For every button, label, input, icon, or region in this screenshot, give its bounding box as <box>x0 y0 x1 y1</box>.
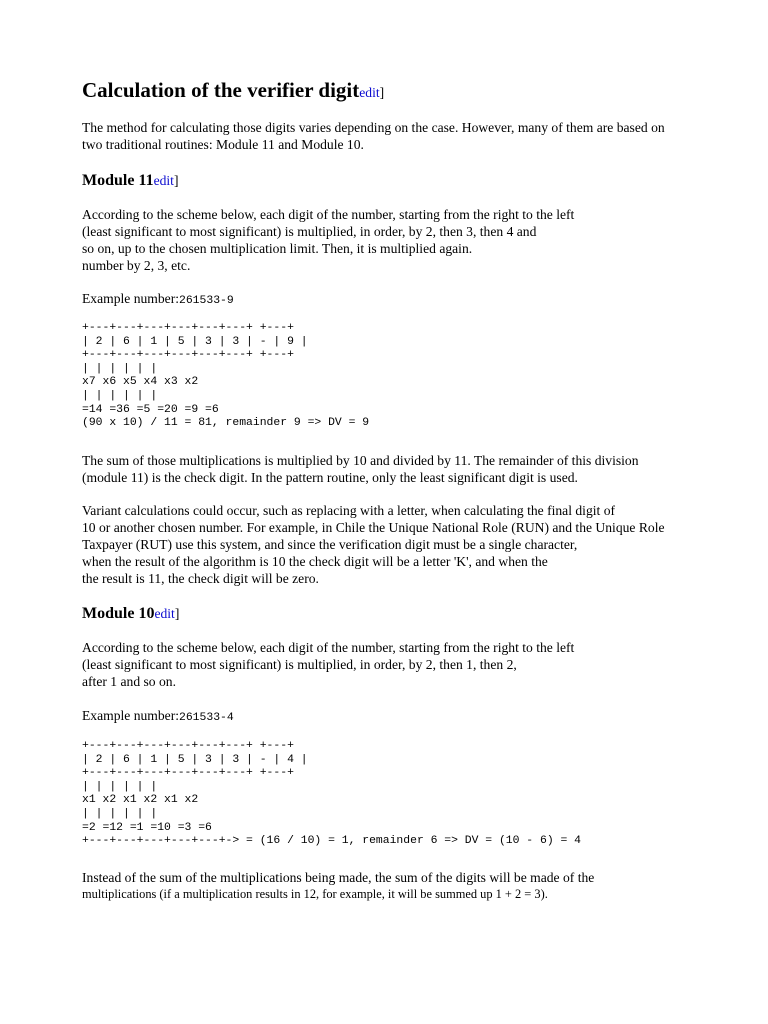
text-line: The method for calculating those digits varies depending on the case. However, many of them are based on <box>82 120 665 135</box>
module-10-example <box>82 707 234 727</box>
text-line: Variant calculations could occur, such as replacing with a letter, when calculating the final digit of <box>82 503 616 518</box>
intro-paragraph <box>82 119 665 153</box>
module-11-example <box>82 290 234 310</box>
section-heading-module-11 <box>82 172 178 190</box>
text-line: 10 or another chosen number. For example, in Chile the Unique National Role (RUN) and the Unique Role <box>82 520 665 535</box>
module-11-description <box>82 206 574 274</box>
example-label: Example number: <box>82 708 180 723</box>
scheme-line: +---+---+---+---+---+---+ +---+ <box>82 740 294 752</box>
module-10-scheme <box>82 740 581 849</box>
scheme-line: x7 x6 x5 x4 x3 x2 <box>82 376 199 389</box>
text-line: (module 11) is the check digit. In the pattern routine, only the least significant digit is used. <box>82 470 578 485</box>
scheme-line: | | | | | | <box>82 362 158 375</box>
module-11-explanation <box>82 452 639 486</box>
edit-bracket: ] <box>173 173 179 188</box>
text-line: Taxpayer (RUT) use this system, and since the verification digit must be a single character, <box>82 537 578 552</box>
text-line: (least significant to most significant) is multiplied, in order, by 2, then 1, then 2, <box>82 657 517 672</box>
edit-bracket: ] <box>174 606 180 621</box>
section-heading-module-10 <box>82 605 179 623</box>
text-line: the result is 11, the check digit will be zero. <box>82 571 319 586</box>
text-line: so on, up to the chosen multiplication limit. Then, it is multiplied again. <box>82 241 473 256</box>
scheme-line: =14 =36 =5 =20 =9 =6 <box>82 403 219 416</box>
text-line: when the result of the algorithm is 10 the check digit will be a letter 'K', and when the <box>82 554 548 569</box>
scheme-line: +---+---+---+---+---+---+ +---+ <box>82 322 294 334</box>
text-line: Instead of the sum of the multiplications being made, the sum of the digits will be made of the <box>82 870 595 885</box>
module-11-scheme <box>82 322 369 431</box>
text-line: (least significant to most significant) is multiplied, in order, by 2, then 3, then 4 and <box>82 224 537 239</box>
example-value: 261533-9 <box>179 295 234 307</box>
scheme-line: | 2 | 6 | 1 | 5 | 3 | 3 | - | 4 | <box>82 753 308 766</box>
scheme-line: x1 x2 x1 x2 x1 x2 <box>82 794 199 807</box>
page-title <box>82 78 384 103</box>
scheme-line: | 2 | 6 | 1 | 5 | 3 | 3 | - | 9 | <box>82 335 308 348</box>
scheme-line: +---+---+---+---+---+---+ +---+ <box>82 767 294 780</box>
page-title-text: Calculation of the verifier digit <box>82 78 360 102</box>
text-line: According to the scheme below, each digit of the number, starting from the right to the left <box>82 640 575 655</box>
module-10-description <box>82 639 574 690</box>
scheme-line: +---+---+---+---+---+---+ +---+ <box>82 349 294 362</box>
example-value: 261533-4 <box>179 712 234 724</box>
text-line: According to the scheme below, each digit of the number, starting from the right to the left <box>82 207 575 222</box>
edit-link[interactable]: edit <box>153 173 174 188</box>
section-heading-text: Module 11 <box>82 172 154 189</box>
text-line: The sum of those multiplications is multiplied by 10 and divided by 11. The remainder of this division <box>82 453 639 468</box>
text-line: after 1 and so on. <box>82 674 176 689</box>
text-line: number by 2, 3, etc. <box>82 258 191 273</box>
module-11-variant <box>82 502 665 587</box>
scheme-line: (90 x 10) / 11 = 81, remainder 9 => DV = 9 <box>82 417 370 430</box>
section-heading-text: Module 10 <box>82 605 155 622</box>
scheme-line: =2 =12 =1 =10 =3 =6 <box>82 821 212 834</box>
text-line: multiplications (if a multiplication results in 12, for example, it will be summed up 1 + 2 = 3). <box>82 887 548 901</box>
edit-bracket: ] <box>379 85 385 100</box>
scheme-line: | | | | | | <box>82 389 158 402</box>
scheme-line: | | | | | | <box>82 807 158 820</box>
module-10-explanation <box>82 869 594 903</box>
scheme-line: +---+---+---+---+---+-> = (16 / 10) = 1, remainder 6 => DV = (10 - 6) = 4 <box>82 835 581 848</box>
edit-link[interactable]: edit <box>154 606 175 621</box>
text-line: two traditional routines: Module 11 and Module 10. <box>82 137 364 152</box>
edit-link[interactable]: edit <box>359 85 380 100</box>
example-label: Example number: <box>82 291 180 306</box>
scheme-line: | | | | | | <box>82 780 158 793</box>
